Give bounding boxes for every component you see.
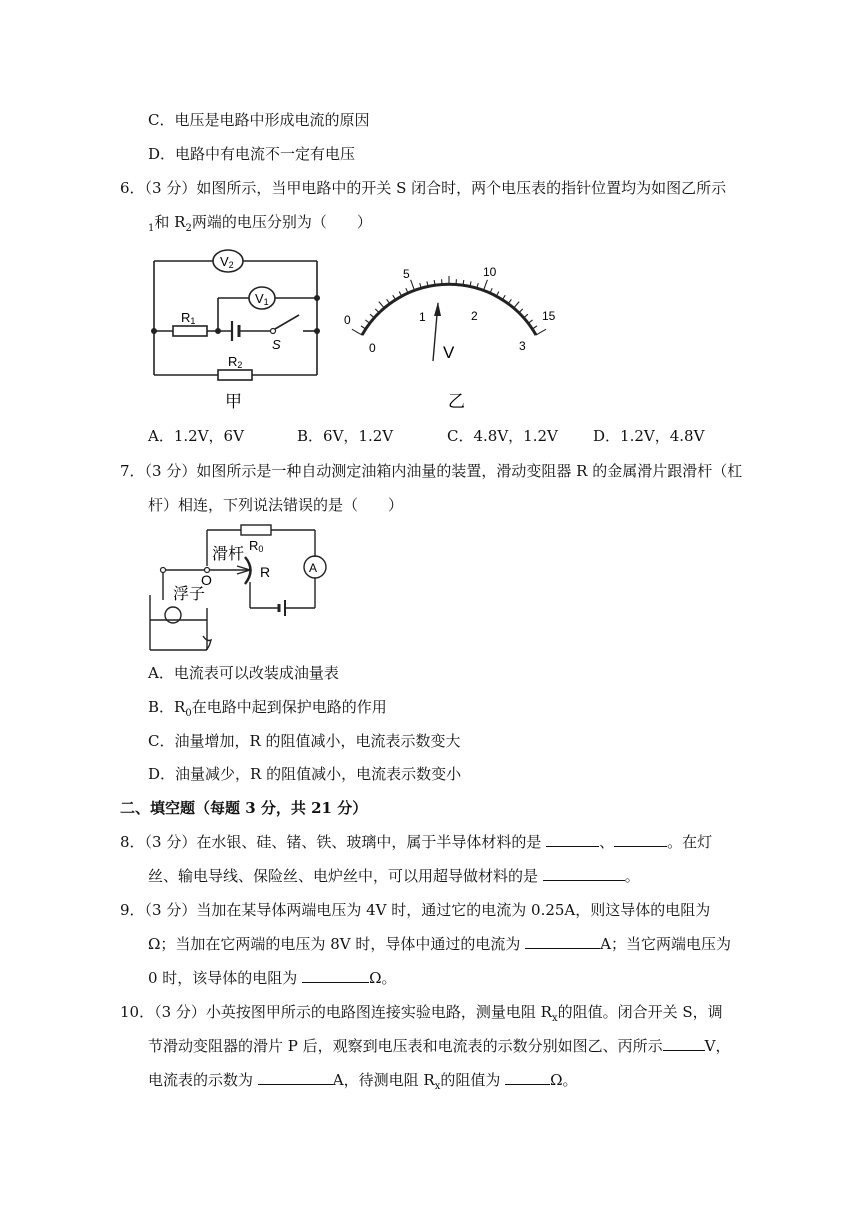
outer-label-15: 15 [542, 309, 556, 323]
outer-label-0: 0 [344, 313, 351, 327]
dial-tick [352, 329, 362, 335]
v1-label: V1 [255, 291, 269, 307]
outer-label-10: 10 [483, 265, 497, 279]
q7-option-c: C．油量增加，R 的阻值减小，电流表示数变大 [148, 732, 461, 750]
section-title: 二、填空题（每题 3 分，共 21 分） [120, 799, 368, 817]
q7-option-a: A．电流表可以改装成油量表 [148, 664, 339, 682]
inner-label-2: 2 [471, 309, 478, 323]
q6-circuit-diagram-jia [145, 245, 330, 415]
q10-line3: 电流表的示数为 A，待测电阻 $R_x$的阻值为 Ω。 [148, 1071, 578, 1092]
caption-jia: 甲 [225, 392, 242, 411]
q10-line1: 10．（3 分）小英按图甲所示的电路图连接实验电路，测量电阻 $R_x$的阻值。闭合开关 S，调 [120, 1003, 723, 1024]
q10-line2: 节滑动变阻器的滑片 P 后，观察到电压表和电流表的示数分别如图乙、丙所示 V， [148, 1037, 731, 1055]
q6-option-b: B．6V，1.2V [297, 427, 394, 445]
r1-label: R1 [181, 310, 196, 326]
switch-label: S [272, 337, 281, 352]
q6-stem-line2: $_1$和 $R_2$两端的电压分别为（ ） [148, 213, 372, 234]
q7-oil-gauge-diagram [145, 520, 335, 655]
v2-label: V2 [220, 254, 234, 270]
q6-option-c: C．4.8V，1.2V [447, 427, 558, 445]
dial-tick [536, 329, 546, 335]
q5-option-c: C．电压是电路中形成电流的原因 [148, 111, 370, 129]
q8-line2: 丝、输电导线、保险丝、电炉丝中，可以用超导做材料的是 。 [148, 867, 640, 885]
q6-option-a: A．1.2V，6V [148, 427, 244, 445]
r2-label: R2 [228, 354, 243, 370]
dial-tick [379, 302, 385, 309]
q5-option-d: D．电路中有电流不一定有电压 [148, 145, 356, 163]
q8-line1: 8．（3 分）在水银、硅、锗、铁、玻璃中，属于半导体材料的是 、 。在灯 [120, 833, 713, 851]
pivot-label: O [201, 572, 212, 588]
q7-stem-line1: 7．（3 分）如图所示是一种自动测定油箱内油量的装置，滑动变阻器 R 的金属滑片跟滑杆（杠 [120, 462, 743, 480]
q9-line3: 0 时，该导体的电阻为 Ω。 [148, 969, 397, 987]
dial-tick [513, 302, 519, 309]
q7-option-d: D．油量减少，R 的阻值减小，电流表示数变小 [148, 765, 462, 783]
q6-voltmeter-dial-yi [340, 258, 570, 418]
q6-option-d: D．1.2V，4.8V [593, 427, 705, 445]
caption-yi: 乙 [448, 392, 465, 411]
rheostat-label: R [260, 564, 271, 580]
q9-line1: 9．（3 分）当加在某导体两端电压为 4V 时，通过它的电流为 0.25A，则这导体的电阻为 [120, 901, 711, 919]
outer-label-5: 5 [403, 267, 410, 281]
q7-option-b: B．$R_0$在电路中起到保护电路的作用 [148, 698, 387, 719]
unit-label: V [443, 343, 455, 362]
lever-label: 滑杆 [212, 546, 245, 563]
r0-label: R0 [249, 538, 264, 554]
q9-line2: Ω；当加在它两端的电压为 8V 时，导体中通过的电流为 A；当它两端电压为 [148, 935, 731, 953]
float-label: 浮子 [173, 586, 206, 603]
ammeter-label: A [309, 561, 318, 575]
dial-tick [411, 280, 415, 291]
q6-stem-line1: 6．（3 分）如图所示，当甲电路中的开关 S 闭合时，两个电压表的指针位置均为如图乙所示 [120, 179, 727, 197]
inner-label-0: 0 [369, 341, 376, 355]
dial-tick [483, 280, 487, 291]
q7-stem-line2: 杆）相连，下列说法错误的是（ ） [148, 496, 404, 514]
inner-label-1: 1 [419, 310, 426, 324]
inner-label-3: 3 [519, 339, 526, 353]
